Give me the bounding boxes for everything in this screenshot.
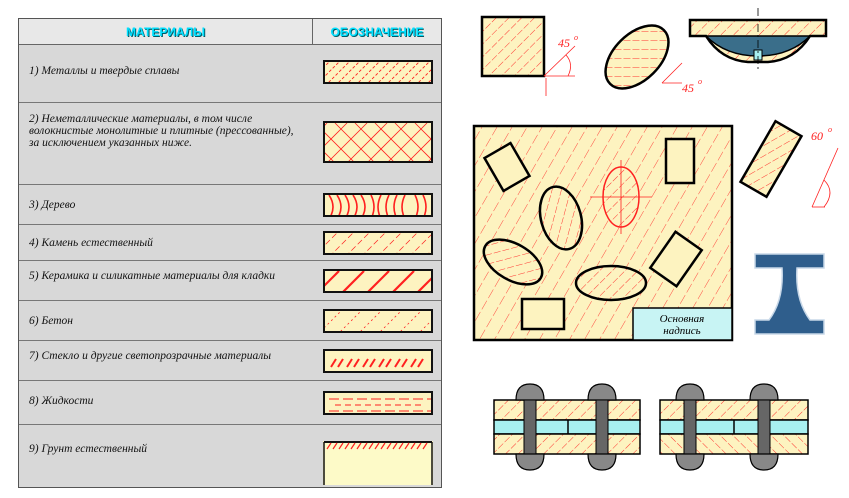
rivet-joint-figure-right [660, 384, 808, 470]
row-ceramic [19, 261, 441, 301]
row-concrete [19, 301, 441, 341]
angle-label-45-second: 45 [682, 81, 694, 95]
swatch-nonmetals [323, 121, 433, 163]
row-wood [19, 185, 441, 225]
row-label: 4) Камень естественный [29, 237, 153, 249]
swatch-concrete [323, 309, 433, 333]
swatch-stone [323, 231, 433, 255]
row-label: 9) Грунт естественный [29, 443, 148, 455]
row-label: 3) Дерево [29, 199, 76, 211]
hatching-examples [450, 0, 849, 498]
title-block-line1: Основная [659, 313, 705, 325]
swatch-glass [323, 349, 433, 373]
header-designation: ОБОЗНАЧЕНИЕ [313, 19, 441, 45]
row-nonmetals [19, 103, 441, 185]
title-block-line2: надпись [663, 325, 701, 337]
swatch-wood [323, 193, 433, 217]
swatch-soil [323, 441, 433, 485]
swatch-liquid [323, 391, 433, 415]
row-stone [19, 225, 441, 261]
degree-sign: o [698, 77, 702, 86]
angle-label-45: 45 [558, 36, 570, 50]
plate-section-figure [474, 126, 732, 340]
i-beam-figure [755, 254, 824, 334]
row-label: 1) Металлы и твердые сплавы [29, 65, 180, 77]
row-soil [19, 425, 441, 487]
row-glass [19, 341, 441, 381]
ellipse-section-figure [594, 14, 702, 100]
rivet-joint-figure-left [494, 384, 640, 470]
row-label: 2) Неметаллические материалы, в том числе волокнистые монолитные и плитные (прессованные), за исключением указанных ниже. [29, 113, 294, 149]
swatch-ceramic [323, 269, 433, 293]
rect-section-figure-60 [741, 121, 838, 207]
square-section-figure [482, 17, 578, 96]
row-label: 5) Керамика и силикатные материалы для кладки [29, 270, 276, 282]
row-label: 8) Жидкости [29, 395, 94, 407]
swatch-metals [323, 60, 433, 84]
degree-sign: o [574, 33, 578, 42]
materials-table [18, 18, 442, 488]
header-materials: МАТЕРИАЛЫ [19, 19, 313, 45]
row-metals [19, 45, 441, 103]
row-label: 6) Бетон [29, 315, 73, 327]
cup-section-figure [690, 8, 826, 70]
row-liquid [19, 381, 441, 425]
degree-sign: o [828, 125, 832, 134]
angle-label-60: 60 [811, 129, 823, 143]
row-label: 7) Стекло и другие светопрозрачные материалы [29, 350, 271, 362]
